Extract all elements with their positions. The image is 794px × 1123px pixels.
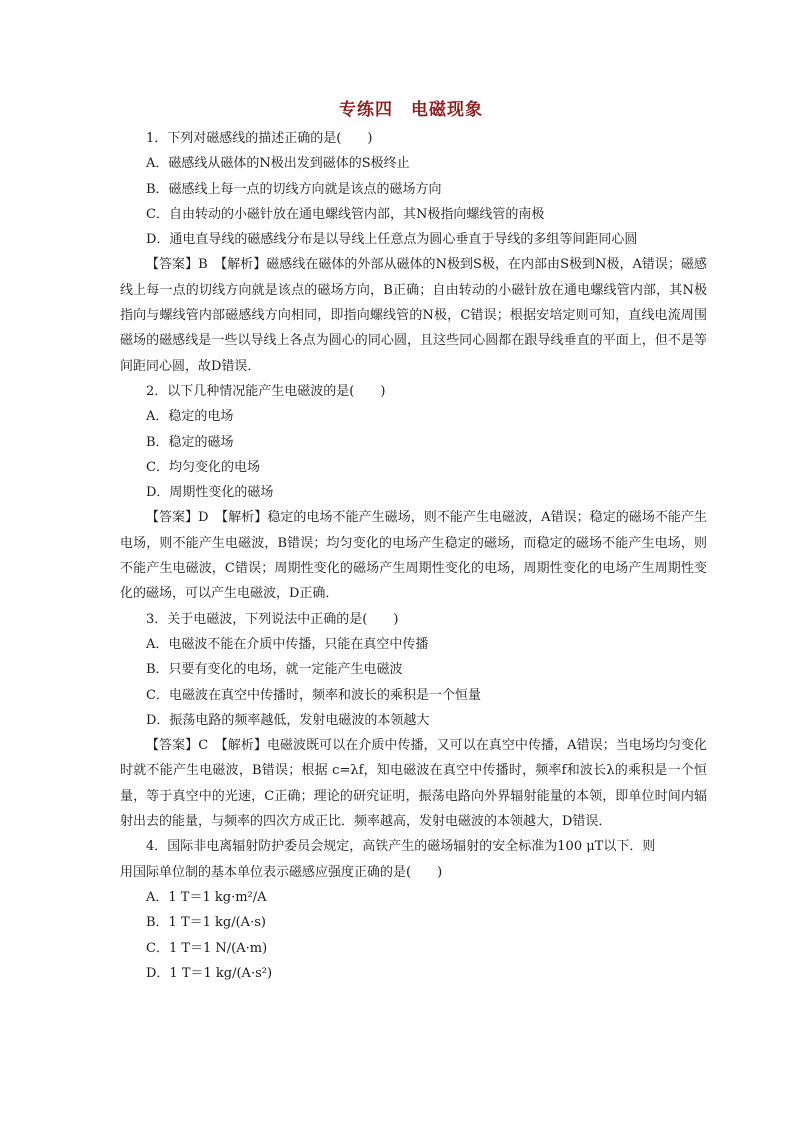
question-2-option-d: D．周期性变化的磁场 — [146, 485, 274, 501]
question-1-answer: 【答案】B 【解析】磁感线在磁体的外部从磁体的N极到S极，在内部由S极到N极，A错误；磁感线上每一点的切线方向就是该点的磁场方向，B正确；自由转动的小磁针放在通电螺线管内部，其N极指向与螺线管内部磁感线方向相同，即指向螺线管的N极，C错误；根据安培定则可知，直线电流周围磁场的磁感线是一些以导线上各点为圆心的同心圆，且这些同心圆都在跟导线垂直的平面上，但不是等间距同心圆，故D错误． — [120, 257, 707, 374]
question-1-option-b: B．磁感线上每一点的切线方向就是该点的磁场方向 — [146, 181, 442, 197]
question-2-answer: 【答案】D 【解析】稳定的电场不能产生磁场，则不能产生电磁波，A错误；稳定的磁场不能产生电场，则不能产生电磁波，B错误；均匀变化的电场产生稳定的磁场，而稳定的磁场不能产生电场，则不能产生电磁波，C错误；周期性变化的磁场产生周期性变化的电场，周期性变化的电场产生周期性变化的磁场，可以产生电磁波，D正确． — [120, 510, 707, 602]
question-2-option-c: C．均匀变化的电场 — [146, 459, 260, 475]
question-2 — [120, 379, 707, 607]
question-4-stem-line-2: 用国际单位制的基本单位表示磁感应强度正确的是( ) — [120, 864, 443, 880]
question-3-option-b: B．只要有变化的电场，就一定能产生电磁波 — [146, 662, 403, 678]
question-4-option-b: B．1 T＝1 kg/(A·s) — [146, 915, 266, 931]
title-part-b: 电磁现象 — [411, 100, 483, 120]
question-4-option-c: C．1 T＝1 N/(A·m) — [146, 940, 268, 956]
question-3-option-a: A．电磁波不能在介质中传播，只能在真空中传播 — [146, 636, 429, 652]
question-3-stem: 3．关于电磁波，下列说法中正确的是( ) — [146, 611, 399, 627]
question-3-option-d: D．振荡电路的频率越低，发射电磁波的本领越大 — [146, 712, 430, 728]
question-1-option-d: D．通电直导线的磁感线分布是以导线上任意点为圆心垂直于导线的多组等间距同心圆 — [146, 232, 638, 248]
question-4-option-d: D．1 T＝1 kg/(A·s²) — [146, 965, 273, 981]
question-3 — [120, 607, 707, 835]
question-3-option-c: C．电磁波在真空中传播时，频率和波长的乘积是一个恒量 — [146, 687, 481, 703]
question-1-stem: 1．下列对磁感线的描述正确的是( ) — [146, 131, 373, 146]
question-2-option-b: B．稳定的磁场 — [146, 434, 234, 450]
question-1-option-c: C．自由转动的小磁针放在通电螺线管内部，其N极指向螺线管的南极 — [146, 206, 545, 222]
question-4 — [120, 834, 702, 986]
question-1-option-a: A．磁感线从磁体的N极出发到磁体的S极终止 — [146, 156, 410, 172]
question-4-option-a: A．1 T＝1 kg·m²/A — [146, 889, 267, 905]
title-part-a: 专练四 — [339, 100, 393, 120]
page-title — [120, 95, 702, 120]
question-1 — [120, 126, 707, 379]
question-2-stem: 2．以下几种情况能产生电磁波的是( ) — [146, 383, 386, 399]
question-2-option-a: A．稳定的电场 — [146, 409, 234, 425]
question-3-answer: 【答案】C 【解析】电磁波既可以在介质中传播，又可以在真空中传播，A错误；当电场均匀变化时就不能产生电磁波，B错误；根据 c=λf，知电磁波在真空中传播时，频率f和波长λ的乘积是一个恒量，等于真空中的光速，C正确；理论的研究证明，振荡电路向外界辐射能量的本领，即单位时间内辐射出去的能量，与频率的四次方成正比．频率越高，发射电磁波的本领越大，D错误． — [120, 738, 707, 830]
question-4-stem-line-1: 4．国际非电离辐射防护委员会规定，高铁产生的磁场辐射的安全标准为100 μT以下．则 — [146, 839, 656, 855]
